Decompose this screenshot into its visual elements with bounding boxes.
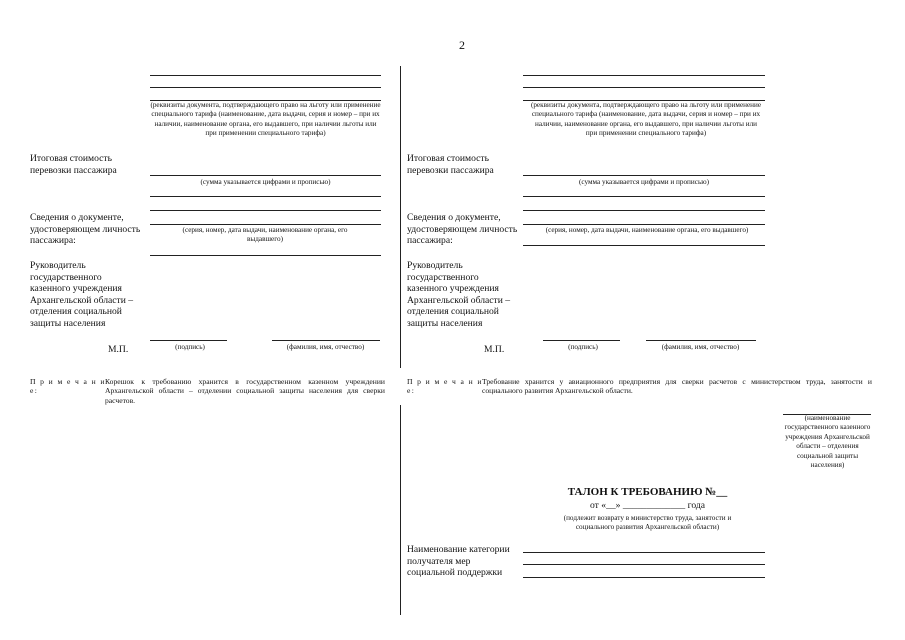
signature-caption: (подпись) (175, 343, 205, 351)
requisites-caption: (реквизиты документа, подтверждающего право на льготу или применение специального тарифа (наименование, дата выдачи, серия и номер – при их наличии, наименование органа, его выдавшего, при наличии льготы или при применении специального тарифа) (150, 101, 381, 138)
fio-caption: (фамилия, имя, отчество) (661, 343, 740, 351)
input-line (150, 255, 381, 256)
head-label: Руководитель государственного казенного учреждения Архангельской области – отделения социальной защиты населения (30, 260, 134, 329)
stamp-label: М.П. (484, 344, 505, 355)
note-label: П р и м е ч а н и е: (30, 377, 106, 396)
fio-caption: (фамилия, имя, отчество) (286, 343, 365, 351)
org-caption: (наименование государственного казенного учреждения Архангельской области – отделения социальной защиты населения) (784, 414, 871, 470)
note-label: П р и м е ч а н и е: (407, 377, 483, 396)
total-cost-label: Итоговая стоимость перевозки пассажира (407, 153, 494, 176)
input-line (150, 175, 381, 176)
head-label: Руководитель государственного казенного учреждения Архангельской области – отделения социальной защиты населения (407, 260, 511, 329)
column-divider (400, 66, 401, 368)
document-caption: (серия, номер, дата выдачи, наименование органа, его выдавшего) (545, 226, 749, 234)
note-text: Требование хранится у авиационного предприятия для сверки расчетов с министерством труда, занятости и социального развития Архангельской области. (482, 377, 872, 396)
input-line (150, 75, 381, 76)
input-line (523, 577, 765, 578)
input-line (150, 224, 381, 225)
input-line (523, 224, 765, 225)
requisites-caption: (реквизиты документа, подтверждающего право на льготу или применение специального тарифа (наименование, дата выдачи, серия и номер – при их наличии, наименование органа, его выдавшего, при наличии льготы или при применении специального тарифа) (530, 101, 762, 138)
input-line (523, 210, 765, 211)
talon-title: ТАЛОН К ТРЕБОВАНИЮ №__ (567, 486, 728, 498)
input-line (150, 210, 381, 211)
talon-date: от «__» _____________ года (590, 500, 705, 511)
signature-line (543, 340, 620, 341)
input-line (523, 175, 765, 176)
document-label: Сведения о документе, удостоверяющем личность пассажира: (30, 212, 141, 247)
total-cost-label: Итоговая стоимость перевозки пассажира (30, 153, 117, 176)
name-line (646, 340, 756, 341)
document-caption: (серия, номер, дата выдачи, наименование органа, его выдавшего) (182, 226, 348, 244)
name-line (272, 340, 380, 341)
column-divider-lower (400, 405, 401, 615)
stamp-label: М.П. (108, 344, 129, 355)
talon-subtitle: (подлежит возврату в министерство труда, занятости и социального развития Архангельской области) (563, 514, 732, 532)
input-line (523, 196, 765, 197)
input-line (150, 87, 381, 88)
input-line (523, 552, 765, 553)
category-label: Наименование категории получателя мер социальной поддержки (407, 544, 510, 579)
document-label: Сведения о документе, удостоверяющем личность пассажира: (407, 212, 518, 247)
input-line (523, 245, 765, 246)
input-line (523, 564, 765, 565)
input-line (523, 87, 765, 88)
page-number: 2 (459, 38, 465, 52)
input-line (523, 75, 765, 76)
sum-caption: (сумма указывается цифрами и прописью) (579, 178, 709, 186)
signature-caption: (подпись) (568, 343, 598, 351)
note-text: Корешок к требованию хранится в государственном казенном учреждении Архангельской области – отделении социальной защиты населения для сверки расчетов. (105, 377, 385, 405)
sum-caption: (сумма указывается цифрами и прописью) (200, 178, 331, 186)
signature-line (150, 340, 227, 341)
input-line (150, 196, 381, 197)
